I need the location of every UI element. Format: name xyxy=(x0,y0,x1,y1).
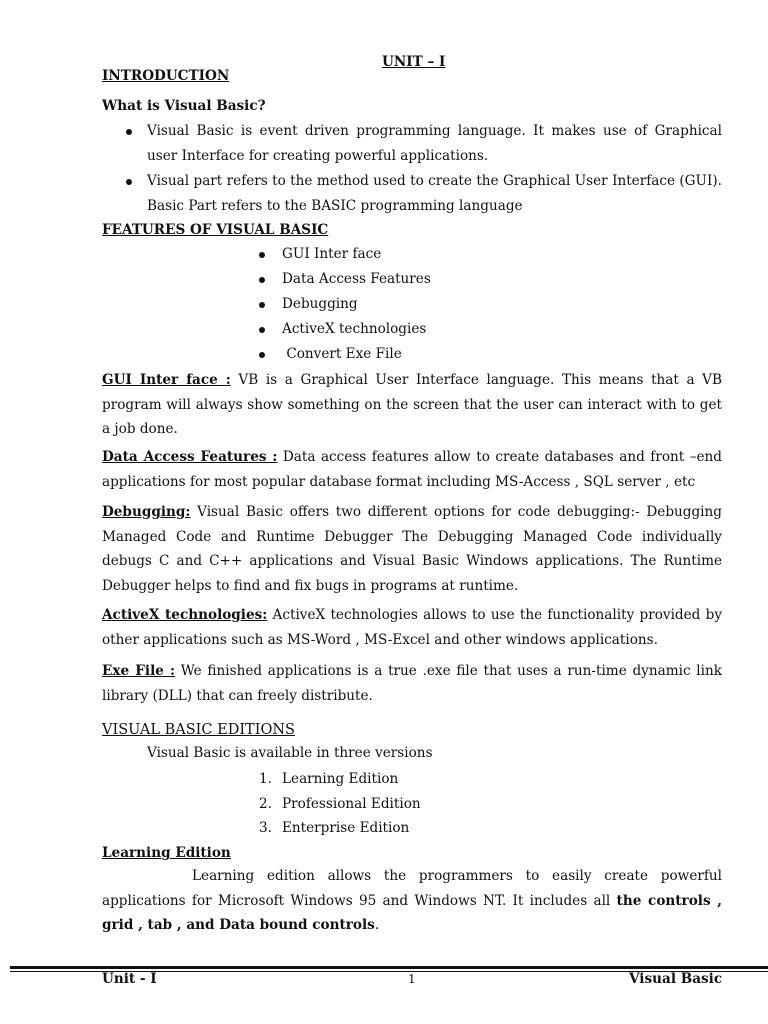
data-access-text: Data access features allow to create databases and front –end applications for most popular database format including MS-Access , SQL server , etc xyxy=(102,449,723,490)
what-is-heading: What is Visual Basic? xyxy=(102,98,266,114)
edition-number: 2. xyxy=(259,796,272,812)
learning-heading: Learning Edition xyxy=(102,845,231,861)
features-heading: FEATURES OF VISUAL BASIC xyxy=(102,222,329,238)
activex-text: ActiveX technologies allows to use the functionality provided by other applications such as MS-Word , MS-Excel and other windows applications. xyxy=(102,607,722,648)
exe-file-paragraph xyxy=(102,659,722,708)
debugging-text: Visual Basic offers two different options for code debugging:- Debugging Managed Code and Runtime Debugger The Debugging Managed Code individually debugs C and C++ applications and Visual Basic Windows applications. The Runtime Debugger helps to find and fix bugs in programs at runtime. xyxy=(102,504,722,594)
bullet-icon xyxy=(126,129,132,135)
feature-item: GUI Inter face xyxy=(282,246,382,262)
unit-title: UNIT – I xyxy=(382,54,446,70)
feature-item: ActiveX technologies xyxy=(282,321,427,337)
bullet-icon xyxy=(259,277,265,283)
learning-end: . xyxy=(374,917,380,934)
editions-intro: Visual Basic is available in three versions xyxy=(147,745,433,761)
learning-bold-text: the controls , grid , tab , and Data bound controls xyxy=(102,892,723,934)
bullet-icon xyxy=(126,179,132,185)
footer-right: Visual Basic xyxy=(629,971,723,987)
activex-term: ActiveX technologies: xyxy=(102,607,268,623)
edition-item: Learning Edition xyxy=(282,771,399,787)
data-access-paragraph xyxy=(102,445,722,494)
feature-item: Debugging xyxy=(282,296,358,312)
what-is-bullet-2: Visual part refers to the method used to create the Graphical User Interface (GUI). Basic Part refers to the BASIC programming language xyxy=(147,173,722,214)
exe-file-text: We finished applications is a true .exe file that uses a run-time dynamic link library (DLL) that can freely distribute. xyxy=(102,663,722,704)
gui-term: GUI Inter face : xyxy=(102,372,231,388)
editions-heading: VISUAL BASIC EDITIONS xyxy=(102,722,295,738)
gui-text: VB is a Graphical User Interface language. This means that a VB program will always show something on the screen that the user can interact with to get a job done. xyxy=(102,372,722,438)
learning-paragraph xyxy=(102,864,722,938)
bullet-icon xyxy=(259,327,265,333)
bullet-icon xyxy=(259,252,265,258)
footer-left: Unit - I xyxy=(102,971,157,987)
exe-file-term: Exe File : xyxy=(102,663,176,679)
bullet-icon xyxy=(259,352,265,358)
page-number: 1 xyxy=(408,972,416,986)
bullet-icon xyxy=(259,302,265,308)
debugging-term: Debugging: xyxy=(102,504,191,520)
feature-item: Convert Exe File xyxy=(282,346,402,362)
data-access-term: Data Access Features : xyxy=(102,449,278,465)
edition-item: Professional Edition xyxy=(282,796,421,812)
footer-rule-thick xyxy=(10,966,768,969)
learning-text: Learning edition allows the programmers to easily create powerful applications for Microsoft Windows 95 and Windows NT. It includes all xyxy=(102,868,722,909)
gui-paragraph xyxy=(102,368,722,442)
edition-item: Enterprise Edition xyxy=(282,820,410,836)
intro-heading: INTRODUCTION xyxy=(102,68,230,84)
feature-item: Data Access Features xyxy=(282,271,431,287)
debugging-paragraph xyxy=(102,500,722,598)
what-is-bullet-1: Visual Basic is event driven programming language. It makes use of Graphical user Interface for creating powerful applications. xyxy=(147,123,722,164)
activex-paragraph xyxy=(102,603,722,652)
edition-number: 3. xyxy=(259,820,272,836)
edition-number: 1. xyxy=(259,771,272,787)
